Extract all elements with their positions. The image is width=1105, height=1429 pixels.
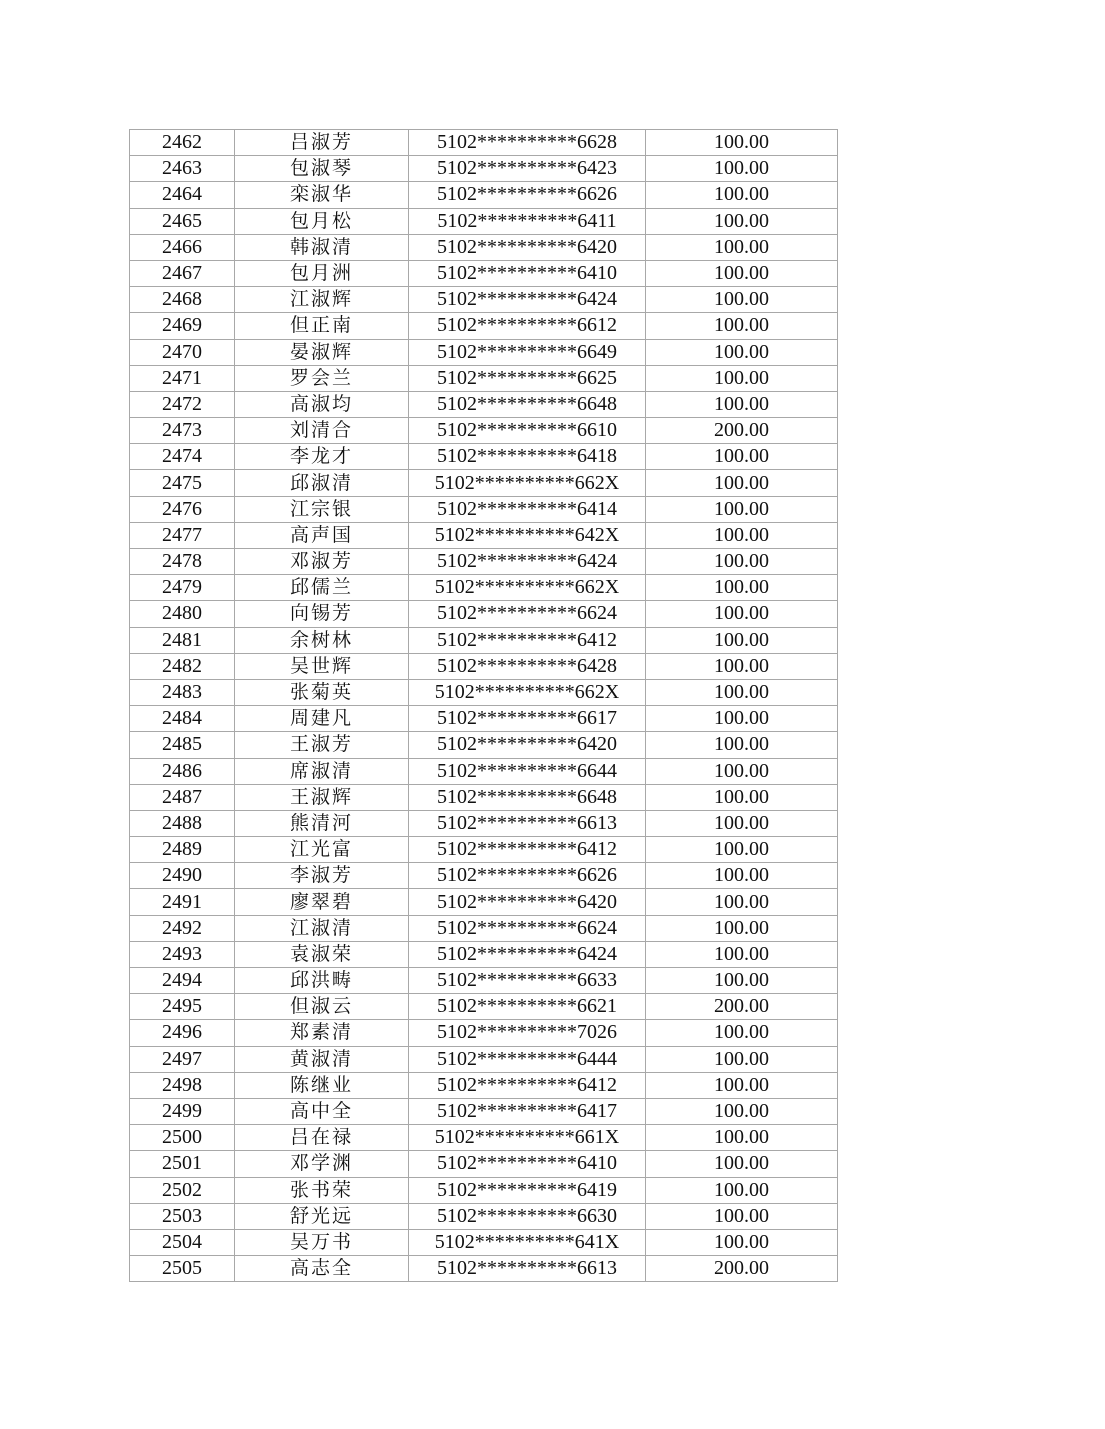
table-row: [130, 182, 838, 208]
table-row: [130, 1098, 838, 1124]
table-row: [130, 915, 838, 941]
seq-cell: 2463: [130, 156, 235, 182]
amount-cell: 100.00: [646, 234, 838, 260]
name-cell: 刘清合: [235, 418, 409, 444]
amount-cell: 100.00: [646, 627, 838, 653]
name-cell: 余树林: [235, 627, 409, 653]
amount-cell: 100.00: [646, 1151, 838, 1177]
name-cell: 向锡芳: [235, 601, 409, 627]
table-row: [130, 287, 838, 313]
id-number-cell: 5102**********6410: [409, 1151, 646, 1177]
amount-cell: 100.00: [646, 915, 838, 941]
id-number-cell: 5102**********6412: [409, 1072, 646, 1098]
table-row: [130, 1229, 838, 1255]
id-number-cell: 5102**********6418: [409, 444, 646, 470]
seq-cell: 2487: [130, 784, 235, 810]
table-row: [130, 1046, 838, 1072]
name-cell: 陈继业: [235, 1072, 409, 1098]
name-cell: 高志全: [235, 1256, 409, 1282]
name-cell: 高淑均: [235, 391, 409, 417]
name-cell: 江光富: [235, 837, 409, 863]
amount-cell: 200.00: [646, 994, 838, 1020]
seq-cell: 2504: [130, 1229, 235, 1255]
id-number-cell: 5102**********6612: [409, 313, 646, 339]
seq-cell: 2480: [130, 601, 235, 627]
id-number-cell: 5102**********6613: [409, 810, 646, 836]
seq-cell: 2476: [130, 496, 235, 522]
seq-cell: 2462: [130, 130, 235, 156]
id-number-cell: 5102**********6410: [409, 260, 646, 286]
table-row: [130, 391, 838, 417]
amount-cell: 100.00: [646, 968, 838, 994]
seq-cell: 2471: [130, 365, 235, 391]
seq-cell: 2486: [130, 758, 235, 784]
table-row: [130, 260, 838, 286]
records-table: [129, 129, 838, 1282]
amount-cell: 100.00: [646, 496, 838, 522]
records-table-body: [130, 130, 838, 1282]
table-row: [130, 549, 838, 575]
table-row: [130, 706, 838, 732]
table-row: [130, 1072, 838, 1098]
amount-cell: 100.00: [646, 1203, 838, 1229]
name-cell: 邱淑清: [235, 470, 409, 496]
id-number-cell: 5102**********6648: [409, 391, 646, 417]
name-cell: 邱儒兰: [235, 575, 409, 601]
name-cell: 晏淑辉: [235, 339, 409, 365]
name-cell: 栾淑华: [235, 182, 409, 208]
name-cell: 韩淑清: [235, 234, 409, 260]
id-number-cell: 5102**********662X: [409, 679, 646, 705]
name-cell: 江宗银: [235, 496, 409, 522]
table-row: [130, 941, 838, 967]
id-number-cell: 5102**********6648: [409, 784, 646, 810]
seq-cell: 2499: [130, 1098, 235, 1124]
seq-cell: 2498: [130, 1072, 235, 1098]
table-row: [130, 601, 838, 627]
id-number-cell: 5102**********641X: [409, 1229, 646, 1255]
amount-cell: 100.00: [646, 732, 838, 758]
id-number-cell: 5102**********662X: [409, 470, 646, 496]
name-cell: 吴万书: [235, 1229, 409, 1255]
id-number-cell: 5102**********6444: [409, 1046, 646, 1072]
id-number-cell: 5102**********6626: [409, 863, 646, 889]
name-cell: 袁淑荣: [235, 941, 409, 967]
name-cell: 邓淑芳: [235, 549, 409, 575]
seq-cell: 2502: [130, 1177, 235, 1203]
id-number-cell: 5102**********6628: [409, 130, 646, 156]
name-cell: 吴世辉: [235, 653, 409, 679]
id-number-cell: 5102**********6423: [409, 156, 646, 182]
name-cell: 熊清河: [235, 810, 409, 836]
amount-cell: 100.00: [646, 208, 838, 234]
id-number-cell: 5102**********662X: [409, 575, 646, 601]
name-cell: 江淑清: [235, 915, 409, 941]
seq-cell: 2490: [130, 863, 235, 889]
name-cell: 高声国: [235, 522, 409, 548]
seq-cell: 2485: [130, 732, 235, 758]
amount-cell: 100.00: [646, 1098, 838, 1124]
seq-cell: 2472: [130, 391, 235, 417]
table-row: [130, 522, 838, 548]
amount-cell: 100.00: [646, 1125, 838, 1151]
id-number-cell: 5102**********661X: [409, 1125, 646, 1151]
seq-cell: 2503: [130, 1203, 235, 1229]
table-row: [130, 1151, 838, 1177]
name-cell: 高中全: [235, 1098, 409, 1124]
amount-cell: 100.00: [646, 1177, 838, 1203]
name-cell: 王淑芳: [235, 732, 409, 758]
amount-cell: 100.00: [646, 706, 838, 732]
seq-cell: 2469: [130, 313, 235, 339]
id-number-cell: 5102**********6414: [409, 496, 646, 522]
id-number-cell: 5102**********6420: [409, 234, 646, 260]
name-cell: 舒光远: [235, 1203, 409, 1229]
amount-cell: 100.00: [646, 156, 838, 182]
table-row: [130, 470, 838, 496]
name-cell: 李龙才: [235, 444, 409, 470]
amount-cell: 200.00: [646, 418, 838, 444]
table-row: [130, 575, 838, 601]
amount-cell: 100.00: [646, 784, 838, 810]
id-number-cell: 5102**********6626: [409, 182, 646, 208]
id-number-cell: 5102**********6644: [409, 758, 646, 784]
amount-cell: 100.00: [646, 522, 838, 548]
table-row: [130, 889, 838, 915]
amount-cell: 100.00: [646, 470, 838, 496]
id-number-cell: 5102**********6630: [409, 1203, 646, 1229]
seq-cell: 2489: [130, 837, 235, 863]
table-row: [130, 627, 838, 653]
table-row: [130, 1256, 838, 1282]
table-row: [130, 496, 838, 522]
table-row: [130, 444, 838, 470]
table-row: [130, 732, 838, 758]
name-cell: 包月洲: [235, 260, 409, 286]
seq-cell: 2496: [130, 1020, 235, 1046]
id-number-cell: 5102**********6649: [409, 339, 646, 365]
amount-cell: 100.00: [646, 365, 838, 391]
name-cell: 王淑辉: [235, 784, 409, 810]
table-row: [130, 234, 838, 260]
table-row: [130, 968, 838, 994]
id-number-cell: 5102**********6621: [409, 994, 646, 1020]
seq-cell: 2500: [130, 1125, 235, 1151]
amount-cell: 100.00: [646, 653, 838, 679]
amount-cell: 100.00: [646, 810, 838, 836]
amount-cell: 100.00: [646, 130, 838, 156]
table-row: [130, 1020, 838, 1046]
table-row: [130, 208, 838, 234]
seq-cell: 2475: [130, 470, 235, 496]
seq-cell: 2474: [130, 444, 235, 470]
id-number-cell: 5102**********6613: [409, 1256, 646, 1282]
amount-cell: 100.00: [646, 313, 838, 339]
id-number-cell: 5102**********6412: [409, 627, 646, 653]
id-number-cell: 5102**********6624: [409, 601, 646, 627]
table-row: [130, 339, 838, 365]
name-cell: 李淑芳: [235, 863, 409, 889]
seq-cell: 2477: [130, 522, 235, 548]
amount-cell: 100.00: [646, 1020, 838, 1046]
name-cell: 张菊英: [235, 679, 409, 705]
table-row: [130, 130, 838, 156]
seq-cell: 2494: [130, 968, 235, 994]
id-number-cell: 5102**********6412: [409, 837, 646, 863]
id-number-cell: 5102**********6420: [409, 732, 646, 758]
seq-cell: 2491: [130, 889, 235, 915]
amount-cell: 100.00: [646, 391, 838, 417]
seq-cell: 2468: [130, 287, 235, 313]
seq-cell: 2482: [130, 653, 235, 679]
table-row: [130, 653, 838, 679]
amount-cell: 100.00: [646, 549, 838, 575]
amount-cell: 200.00: [646, 1256, 838, 1282]
name-cell: 包月松: [235, 208, 409, 234]
id-number-cell: 5102**********642X: [409, 522, 646, 548]
table-row: [130, 784, 838, 810]
seq-cell: 2466: [130, 234, 235, 260]
seq-cell: 2497: [130, 1046, 235, 1072]
amount-cell: 100.00: [646, 260, 838, 286]
amount-cell: 100.00: [646, 679, 838, 705]
amount-cell: 100.00: [646, 1229, 838, 1255]
seq-cell: 2481: [130, 627, 235, 653]
table-row: [130, 994, 838, 1020]
id-number-cell: 5102**********6424: [409, 287, 646, 313]
seq-cell: 2501: [130, 1151, 235, 1177]
name-cell: 席淑清: [235, 758, 409, 784]
amount-cell: 100.00: [646, 889, 838, 915]
id-number-cell: 5102**********6419: [409, 1177, 646, 1203]
amount-cell: 100.00: [646, 575, 838, 601]
seq-cell: 2483: [130, 679, 235, 705]
table-row: [130, 418, 838, 444]
name-cell: 吕在禄: [235, 1125, 409, 1151]
id-number-cell: 5102**********6625: [409, 365, 646, 391]
table-row: [130, 1203, 838, 1229]
amount-cell: 100.00: [646, 444, 838, 470]
name-cell: 周建凡: [235, 706, 409, 732]
table-row: [130, 156, 838, 182]
seq-cell: 2467: [130, 260, 235, 286]
table-row: [130, 365, 838, 391]
id-number-cell: 5102**********6417: [409, 1098, 646, 1124]
amount-cell: 100.00: [646, 182, 838, 208]
name-cell: 张书荣: [235, 1177, 409, 1203]
amount-cell: 100.00: [646, 601, 838, 627]
seq-cell: 2473: [130, 418, 235, 444]
amount-cell: 100.00: [646, 1046, 838, 1072]
name-cell: 罗会兰: [235, 365, 409, 391]
id-number-cell: 5102**********6428: [409, 653, 646, 679]
seq-cell: 2470: [130, 339, 235, 365]
id-number-cell: 5102**********6424: [409, 941, 646, 967]
seq-cell: 2495: [130, 994, 235, 1020]
amount-cell: 100.00: [646, 863, 838, 889]
seq-cell: 2488: [130, 810, 235, 836]
id-number-cell: 5102**********6617: [409, 706, 646, 732]
seq-cell: 2505: [130, 1256, 235, 1282]
name-cell: 黄淑清: [235, 1046, 409, 1072]
name-cell: 郑素清: [235, 1020, 409, 1046]
seq-cell: 2493: [130, 941, 235, 967]
amount-cell: 100.00: [646, 287, 838, 313]
name-cell: 邱洪畴: [235, 968, 409, 994]
table-row: [130, 810, 838, 836]
name-cell: 但正南: [235, 313, 409, 339]
seq-cell: 2465: [130, 208, 235, 234]
id-number-cell: 5102**********6610: [409, 418, 646, 444]
id-number-cell: 5102**********6624: [409, 915, 646, 941]
table-row: [130, 863, 838, 889]
name-cell: 包淑琴: [235, 156, 409, 182]
table-row: [130, 1125, 838, 1151]
id-number-cell: 5102**********6420: [409, 889, 646, 915]
name-cell: 吕淑芳: [235, 130, 409, 156]
seq-cell: 2479: [130, 575, 235, 601]
name-cell: 江淑辉: [235, 287, 409, 313]
table-row: [130, 837, 838, 863]
seq-cell: 2484: [130, 706, 235, 732]
amount-cell: 100.00: [646, 339, 838, 365]
id-number-cell: 5102**********6633: [409, 968, 646, 994]
name-cell: 邓学渊: [235, 1151, 409, 1177]
seq-cell: 2492: [130, 915, 235, 941]
table-row: [130, 1177, 838, 1203]
table-row: [130, 313, 838, 339]
id-number-cell: 5102**********6424: [409, 549, 646, 575]
seq-cell: 2478: [130, 549, 235, 575]
amount-cell: 100.00: [646, 837, 838, 863]
amount-cell: 100.00: [646, 941, 838, 967]
seq-cell: 2464: [130, 182, 235, 208]
table-row: [130, 679, 838, 705]
amount-cell: 100.00: [646, 758, 838, 784]
id-number-cell: 5102**********6411: [409, 208, 646, 234]
table-row: [130, 758, 838, 784]
amount-cell: 100.00: [646, 1072, 838, 1098]
name-cell: 廖翠碧: [235, 889, 409, 915]
name-cell: 但淑云: [235, 994, 409, 1020]
id-number-cell: 5102**********7026: [409, 1020, 646, 1046]
